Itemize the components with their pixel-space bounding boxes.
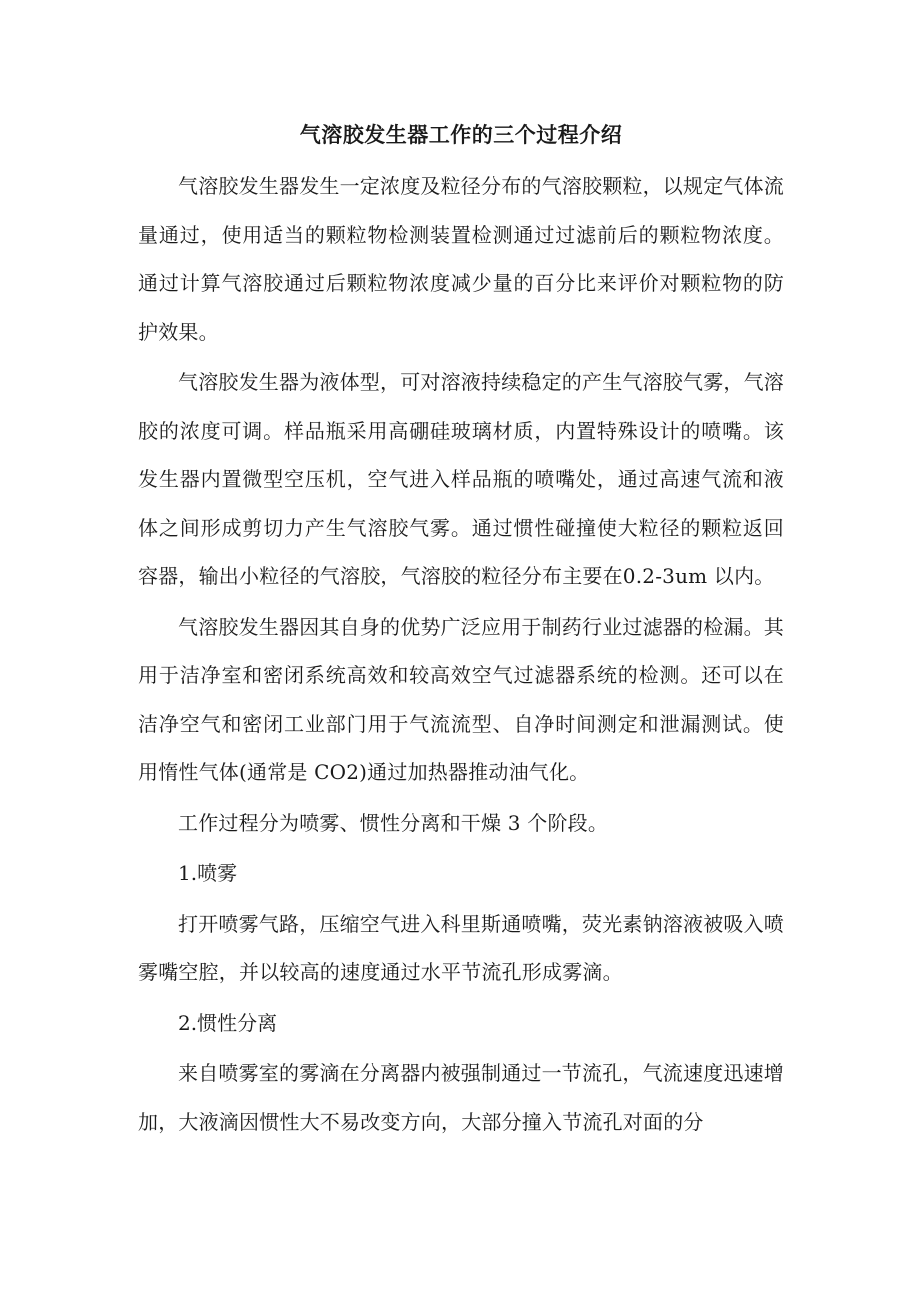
paragraph-spray: 打开喷雾气路，压缩空气进入科里斯通喷嘴，荧光素钠溶液被吸入喷雾嘴空腔，并以较高的速度通过水平节流孔形成雾滴。 xyxy=(138,911,784,984)
paragraph-intro: 气溶胶发生器发生一定浓度及粒径分布的气溶胶颗粒，以规定气体流量通过，使用适当的颗粒物检测装置检测通过过滤前后的颗粒物浓度。通过计算气溶胶通过后颗粒物浓度减少量的百分比来评价对颗粒物的防护效果。 xyxy=(138,174,784,344)
section-heading-spray: 1.喷雾 xyxy=(178,861,238,885)
document-page xyxy=(138,118,784,1148)
paragraph-device-description: 气溶胶发生器为液体型，可对溶液持续稳定的产生气溶胶气雾，气溶胶的浓度可调。样品瓶采用高硼硅玻璃材质，内置特殊设计的喷嘴。该发生器内置微型空压机，空气进入样品瓶的喷嘴处，通过高速气流和液体之间形成剪切力产生气溶胶气雾。通过惯性碰撞使大粒径的颗粒返回容器，输出小粒径的气溶胶，气溶胶的粒径分布主要在0.2-3um 以内。 xyxy=(138,370,784,588)
paragraph-inertial-separation: 来自喷雾室的雾滴在分离器内被强制通过一节流孔，气流速度迅速增加，大液滴因惯性大不易改变方向，大部分撞入节流孔对面的分 xyxy=(138,1061,784,1134)
paragraph-applications: 气溶胶发生器因其自身的优势广泛应用于制药行业过滤器的检漏。其用于洁净室和密闭系统高效和较高效空气过滤器系统的检测。还可以在洁净空气和密闭工业部门用于气流流型、自净时间测定和泄漏测试。使用惰性气体(通常是 CO2)通过加热器推动油气化。 xyxy=(138,614,784,784)
paragraph-process-overview: 工作过程分为喷雾、惯性分离和干燥 3 个阶段。 xyxy=(178,810,609,835)
section-heading-inertial-separation: 2.惯性分离 xyxy=(178,1010,278,1035)
document-title: 气溶胶发生器工作的三个过程介绍 xyxy=(299,122,623,147)
